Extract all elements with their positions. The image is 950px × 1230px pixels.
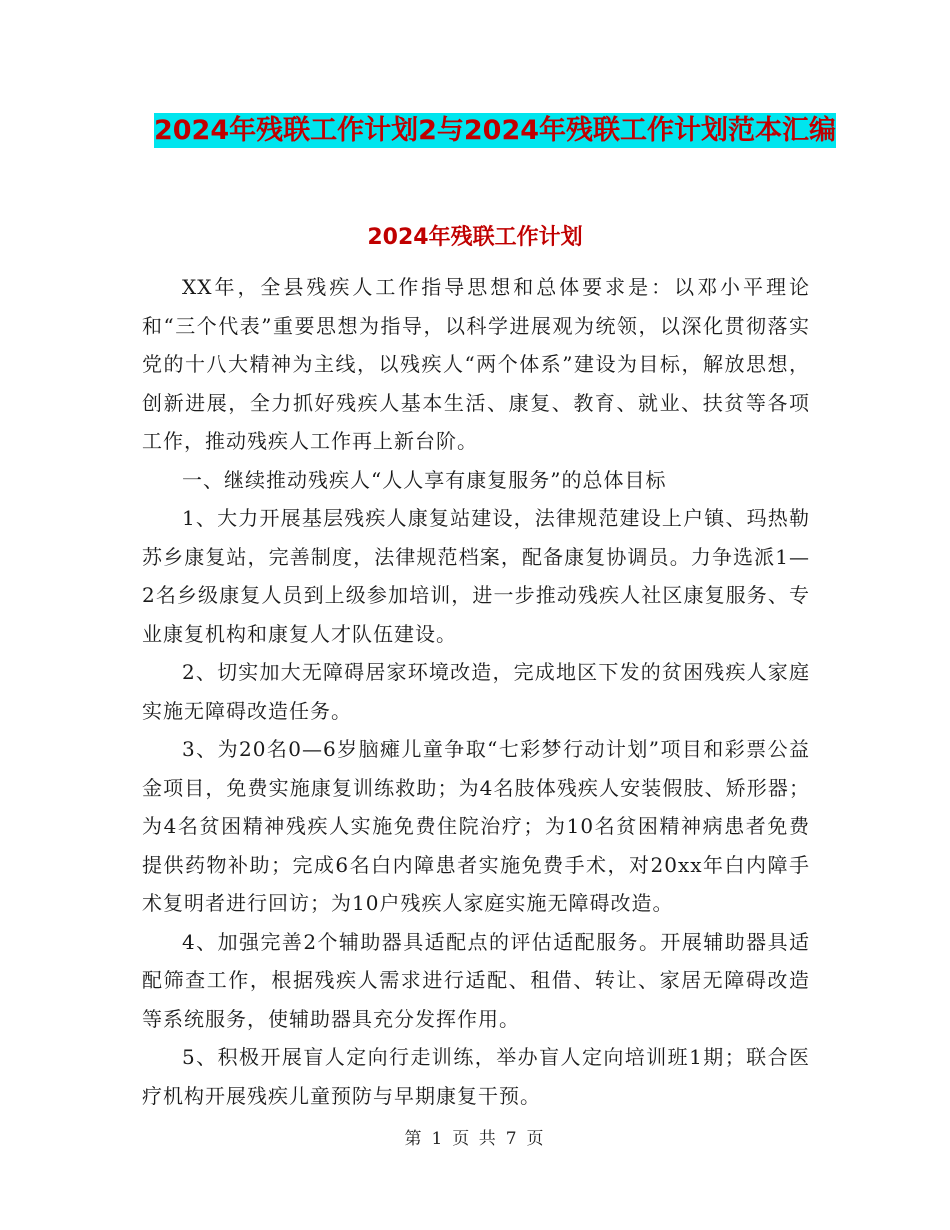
page-label-prefix: 第 bbox=[404, 1129, 424, 1149]
page-label-mid: 页 共 bbox=[452, 1129, 498, 1149]
paragraph-item-5: 5、积极开展盲人定向行走训练，举办盲人定向培训班1期；联合医疗机构开展残疾儿童预防与早期康复干预。 bbox=[142, 1045, 810, 1108]
section-title: 2024年残联工作计划 bbox=[367, 225, 583, 250]
paragraph-heading-1: 一、继续推动残疾人“人人享有康复服务”的总体目标 bbox=[182, 467, 667, 492]
current-page-number: 1 bbox=[431, 1129, 445, 1149]
document-title-text: 2024年残联工作计划2与2024年残联工作计划范本汇编 bbox=[153, 115, 837, 146]
document-body bbox=[142, 268, 810, 1115]
document-title bbox=[150, 108, 840, 154]
paragraph-item-4: 4、加强完善2个辅助器具适配点的评估适配服务。开展辅助器具适配筛查工作，根据残疾人需求进行适配、租借、转让、家居无障碍改造等系统服务，使辅助器具充分发挥作用。 bbox=[142, 929, 810, 1031]
paragraph-item-3: 3、为20名0—6岁脑瘫儿童争取“七彩梦行动计划”项目和彩票公益金项目，免费实施康复训练救助；为4名肢体残疾人安装假肢、矫形器；为4名贫困精神残疾人实施免费住院治疗；为10名贫困精神病患者免费提供药物补助；完成6名白内障患者实施免费手术，对20xx年白内障手术复明者进行回访；为10户残疾人家庭实施无障碍改造。 bbox=[142, 737, 810, 915]
total-pages-number: 7 bbox=[505, 1129, 519, 1149]
paragraph-intro: XX年，全县残疾人工作指导思想和总体要求是：以邓小平理论和“三个代表”重要思想为指导，以科学进展观为统领，以深化贯彻落实党的十八大精神为主线，以残疾人“两个体系”建设为目标，解放思想，创新进展，全力抓好残疾人基本生活、康复、教育、就业、扶贫等各项工作，推动残疾人工作再上新台阶。 bbox=[142, 275, 810, 453]
paragraph-item-1: 1、大力开展基层残疾人康复站建设，法律规范建设上户镇、玛热勒苏乡康复站，完善制度，法律规范档案，配备康复协调员。力争选派1—2名乡级康复人员到上级参加培训，进一步推动残疾人社区康复服务、专业康复机构和康复人才队伍建设。 bbox=[142, 506, 810, 646]
page-label-suffix: 页 bbox=[526, 1129, 546, 1149]
paragraph-item-2: 2、切实加大无障碍居家环境改造，完成地区下发的贫困残疾人家庭实施无障碍改造任务。 bbox=[142, 660, 810, 723]
page-footer bbox=[0, 1124, 950, 1149]
